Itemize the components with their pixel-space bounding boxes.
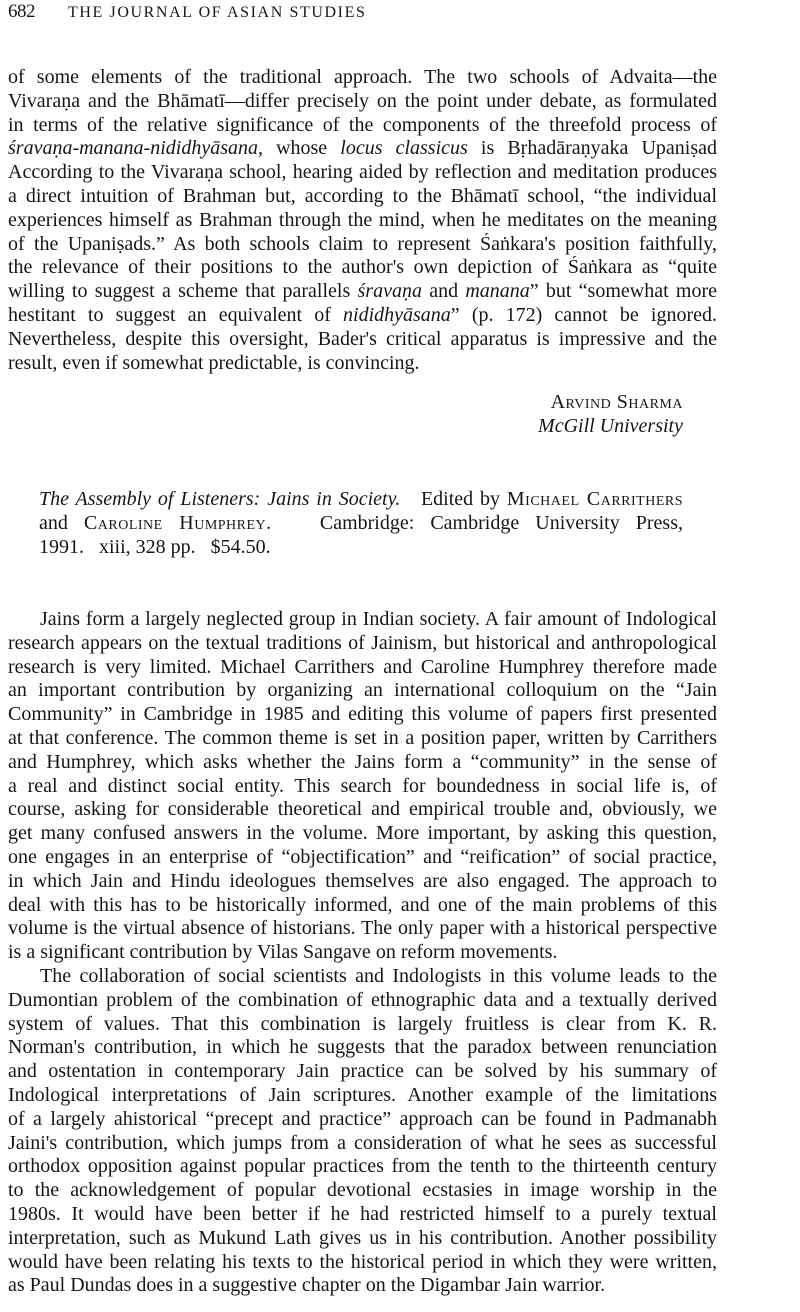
text-line bbox=[8, 703, 717, 727]
text-line bbox=[8, 185, 717, 209]
text-segment: experiences himself as Brahman through the mind, when he meditates on the meaning bbox=[8, 208, 717, 231]
small-caps-text: Michael Carrithers bbox=[506, 488, 683, 510]
reviewer-name: Arvind Sharma bbox=[550, 391, 683, 413]
text-line bbox=[8, 656, 717, 680]
text-line bbox=[8, 822, 717, 846]
text-line bbox=[8, 66, 717, 90]
text-segment: result, even if somewhat predictable, is convincing. bbox=[8, 351, 420, 374]
text-segment: Norman's contribution, in which he suggests that the paradox between renunciation bbox=[8, 1036, 717, 1059]
text-segment: Nevertheless, despite this oversight, Bader's critical apparatus is impressive and the bbox=[8, 327, 717, 350]
text-segment: get many confused answers in the volume. More important, by asking this question, bbox=[8, 822, 717, 845]
text-line bbox=[8, 679, 717, 703]
text-line bbox=[8, 1060, 717, 1084]
text-line bbox=[39, 536, 683, 560]
text-line bbox=[8, 894, 717, 918]
journal-title: THE JOURNAL OF ASIAN STUDIES bbox=[68, 4, 367, 21]
paragraph bbox=[8, 965, 717, 1298]
text-line bbox=[8, 209, 717, 233]
text-line bbox=[8, 1108, 717, 1132]
text-line bbox=[8, 1084, 717, 1108]
text-line bbox=[8, 1179, 717, 1203]
text-segment: as Paul Dundas does in a suggestive chapter on the Digambar Jain warrior. bbox=[8, 1274, 606, 1297]
text-line bbox=[8, 846, 717, 870]
text-line bbox=[8, 137, 717, 161]
text-line bbox=[8, 917, 717, 941]
text-segment: Jains form a largely neglected group in Indian society. A fair amount of Indological bbox=[40, 608, 717, 630]
review-closing-paragraph bbox=[8, 66, 717, 375]
text-segment: Dumontian problem of the combination of ethnographic data and a textually derived bbox=[8, 988, 717, 1011]
text-line bbox=[8, 870, 717, 894]
italic-text: śravaṇa bbox=[357, 280, 422, 303]
page-number: 682 bbox=[8, 1, 35, 22]
text-segment: is Bṛhadāraṇyaka Upaniṣad bbox=[480, 137, 717, 160]
text-line bbox=[8, 1155, 717, 1179]
text-line bbox=[8, 965, 717, 989]
text-segment: According to the Vivaraṇa school, hearing aided by reflection and meditation produces bbox=[8, 161, 717, 184]
text-segment: Cambridge: Cambridge University Press, bbox=[271, 511, 683, 534]
text-segment: course, asking for considerable theoretical and empirical trouble and, obviously, we bbox=[8, 798, 717, 821]
text-line bbox=[8, 775, 717, 799]
small-caps-text: Caroline Humphrey. bbox=[83, 511, 272, 534]
reviewer-affiliation: McGill University bbox=[538, 414, 683, 437]
text-segment: and bbox=[39, 511, 84, 534]
text-segment: of a largely ahistorical “precept and practice” approach can be found in Padmanabh bbox=[8, 1107, 717, 1130]
text-line bbox=[8, 304, 717, 328]
text-segment: ” but “somewhat more bbox=[529, 280, 717, 303]
text-segment: the relevance of their positions to the author's own depiction of Śaṅkara as “quite bbox=[8, 256, 717, 279]
text-segment: deal with this has to be historically informed, and one of the main problems of this bbox=[8, 893, 717, 916]
text-segment: Vivaraṇa and the Bhāmatī—differ precisely on the point under debate, as formulated bbox=[8, 89, 717, 112]
text-line bbox=[39, 488, 683, 512]
running-header bbox=[8, 0, 788, 24]
text-line bbox=[8, 352, 717, 376]
text-segment: Jaini's contribution, which jumps from a consideration of what he sees as successful bbox=[8, 1131, 717, 1154]
text-segment: orthodox opposition against popular practices from the tenth to the thirteenth century bbox=[8, 1155, 717, 1178]
text-segment: in terms of the relative significance of the components of the threefold process of bbox=[8, 113, 717, 136]
text-segment: 1980s. It would have been better if he had restricted himself to a purely textual bbox=[8, 1202, 717, 1225]
italic-text: locus classicus bbox=[340, 137, 468, 160]
text-line bbox=[8, 233, 717, 257]
text-line bbox=[8, 608, 717, 632]
text-line bbox=[8, 1132, 717, 1156]
text-line bbox=[8, 256, 717, 280]
text-segment: and Humphrey, which asks whether the Jains form a “community” in the sense of bbox=[8, 750, 717, 773]
italic-text: The Assembly of Listeners: Jains in Society. bbox=[39, 488, 401, 510]
text-segment: an important contribution by organizing an international colloquium on the “Jain bbox=[8, 679, 717, 702]
text-segment: volume is the virtual absence of historians. The only paper with a historical perspective bbox=[8, 917, 717, 940]
text-line bbox=[8, 1227, 717, 1251]
text-segment: interpretation, such as Mukund Lath gives us in his contribution. Another possibility bbox=[8, 1226, 717, 1249]
text-segment: at that conference. The common theme is set in a position paper, written by Carrithers bbox=[8, 726, 717, 749]
italic-text: manana bbox=[465, 280, 530, 303]
text-segment: research appears on the textual traditions of Jainism, but historical and anthropological bbox=[8, 631, 717, 654]
text-segment: and ostentation in contemporary Jain practice can be solved by his summary of bbox=[8, 1060, 717, 1083]
text-segment: a real and distinct social entity. This search for boundedness in social life is, of bbox=[8, 774, 717, 797]
book-citation bbox=[39, 488, 683, 559]
text-line bbox=[8, 114, 717, 138]
text-line bbox=[8, 941, 717, 965]
text-segment: The collaboration of social scientists and Indologists in this volume leads to the bbox=[40, 964, 717, 987]
text-segment: would have been relating his texts to the historical period in which they were written, bbox=[8, 1250, 717, 1273]
paragraph bbox=[8, 608, 717, 965]
text-segment: is a significant contribution by Vilas Sangave on reform movements. bbox=[8, 941, 558, 964]
text-segment: system of values. That this combination is largely fruitless is clear from K. R. bbox=[8, 1012, 717, 1035]
text-line bbox=[8, 989, 717, 1013]
italic-text: śravaṇa-manana-nididhyāsana, bbox=[8, 137, 263, 160]
text-segment: hestitant to suggest an equivalent of bbox=[8, 303, 344, 326]
text-segment: a direct intuition of Brahman but, according to the Bhāmatī school, “the individual bbox=[8, 184, 717, 207]
text-line bbox=[8, 161, 717, 185]
text-line bbox=[8, 1036, 717, 1060]
text-segment: to the acknowledgement of popular devotional ecstasies in image worship in the bbox=[8, 1179, 717, 1202]
italic-text: nididhyāsana bbox=[343, 303, 451, 326]
text-segment: Indological interpretations of Jain scriptures. Another example of the limitations bbox=[8, 1083, 717, 1106]
text-line bbox=[8, 1274, 717, 1298]
text-segment: whose bbox=[262, 137, 341, 160]
text-line bbox=[8, 280, 717, 304]
text-segment: willing to suggest a scheme that parallels bbox=[8, 280, 358, 303]
text-segment: of the Upaniṣads.” As both schools claim to represent Śaṅkara's position faithfully, bbox=[8, 232, 717, 255]
text-segment: research is very limited. Michael Carrithers and Caroline Humphrey therefore made bbox=[8, 655, 717, 678]
text-segment: of some elements of the traditional approach. The two schools of Advaita—the bbox=[8, 66, 717, 88]
text-line bbox=[8, 727, 717, 751]
text-line bbox=[8, 1013, 717, 1037]
text-segment: and bbox=[421, 280, 466, 303]
text-segment: 1991. xiii, 328 pp. $54.50. bbox=[39, 535, 271, 558]
review-body bbox=[8, 608, 717, 1298]
text-segment: ” (p. 172) cannot be ignored. bbox=[450, 303, 717, 326]
text-line bbox=[8, 1203, 717, 1227]
text-segment: in which Jain and Hindu ideologues themselves are also engaged. The approach to bbox=[8, 869, 717, 892]
text-line bbox=[8, 1251, 717, 1275]
reviewer-signature bbox=[400, 391, 683, 439]
text-segment: Community” in Cambridge in 1985 and editing this volume of papers first presented bbox=[8, 703, 717, 726]
text-segment: one engages in an enterprise of “objectification” and “reification” of social practice, bbox=[8, 845, 717, 868]
text-segment: Edited by bbox=[400, 488, 507, 510]
text-line bbox=[8, 90, 717, 114]
text-line bbox=[39, 512, 683, 536]
text-line bbox=[8, 798, 717, 822]
text-line bbox=[8, 328, 717, 352]
text-line bbox=[8, 632, 717, 656]
text-line bbox=[8, 751, 717, 775]
